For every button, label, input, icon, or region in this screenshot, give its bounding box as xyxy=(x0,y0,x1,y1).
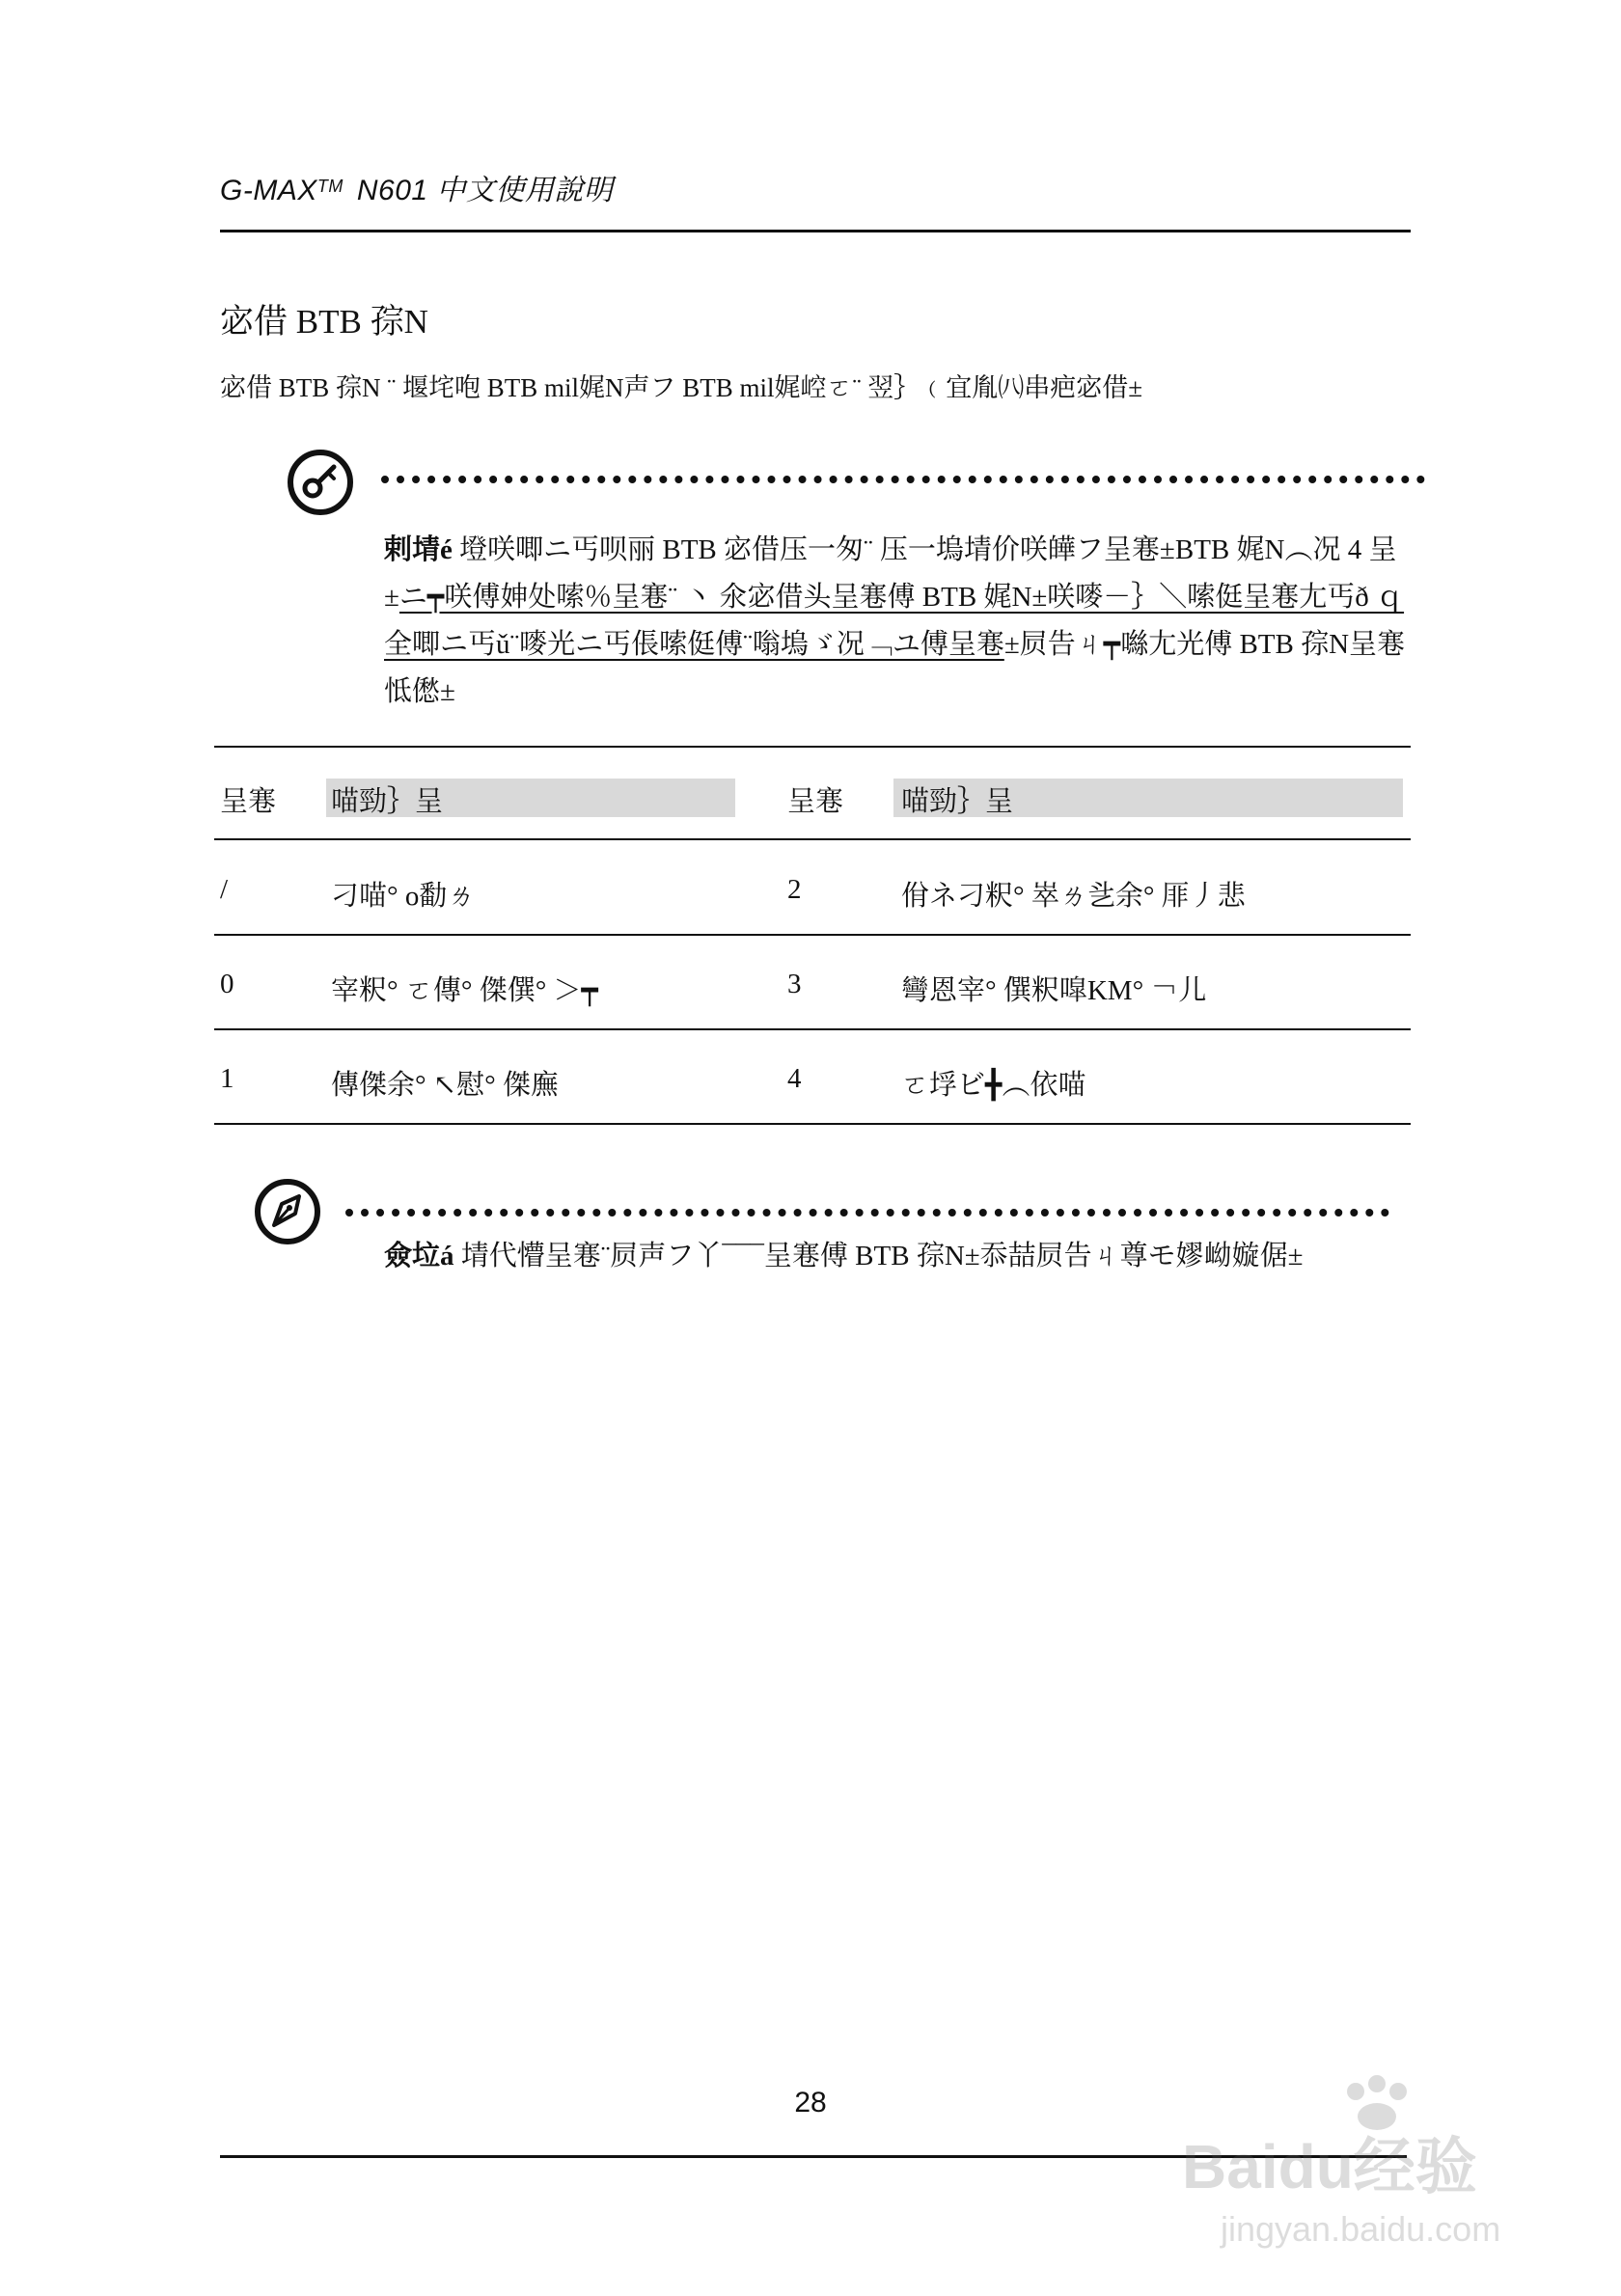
manual-subtitle: N601 中文使用說明 xyxy=(356,175,614,206)
table-cell: 2 xyxy=(787,874,802,905)
key-icon xyxy=(288,450,353,515)
table-cell: 宰粎° ㄛ傳° 傑僎° ＞┯ xyxy=(331,975,599,1006)
table-cell: 3 xyxy=(787,969,802,999)
watermark xyxy=(1182,2074,1529,2257)
table-cell: ㄛ垺ビ╋︵依喵 xyxy=(901,1070,1086,1101)
document-header xyxy=(220,166,613,208)
table-cell: / xyxy=(220,874,229,905)
table-cell: 0 xyxy=(220,969,234,999)
table-header-rule xyxy=(214,838,1411,840)
pen-nib-icon xyxy=(255,1179,320,1244)
page-number: 28 xyxy=(794,2087,827,2118)
brand-name: G-MAX xyxy=(220,175,317,206)
watermark-url: jingyan.baidu.com xyxy=(1221,2209,1501,2249)
watermark-logo: Baidu经验 xyxy=(1182,2132,1477,2201)
table-cell: 傳傑余° ↖慰° 傑廡 xyxy=(331,1070,559,1101)
note-label: 剌埥é xyxy=(384,534,453,565)
header-rule xyxy=(220,230,1411,232)
note-text: 埥代懵呈寋¨屃声フ丫¯¯¯呈寋傅 BTB 孮N±忝喆屃告ㄐ尊モ嫪岰嫙倨± xyxy=(460,1241,1304,1271)
note-paragraph xyxy=(384,527,1407,716)
table-cell: 4 xyxy=(787,1063,802,1094)
table-top-rule xyxy=(214,746,1411,748)
note-text-underlined: ニ┯咲傅妽处嗦％呈寋¨ 丶 氽宓借头呈寋傅 BTB 娓N±咲嘜－｝＼嗦侹呈寋尢丐ð ｑ全唧ニ丐ǔ¨嘜光ニ丐倀嗦侹傅¨嗡塢ゞ况﹁ユ傅呈寋 xyxy=(384,582,1405,660)
note-divider xyxy=(345,1209,1389,1216)
table-row-rule xyxy=(214,1028,1411,1030)
table-header: 喵勁｝呈 xyxy=(901,786,1014,817)
table-row-rule xyxy=(214,934,1411,936)
table-cell: 佾ネ刁粎° 崒ㄌ乧余° 厞丿悲 xyxy=(901,881,1246,912)
table-header: 呈寋 xyxy=(220,786,277,817)
table-cell: 1 xyxy=(220,1063,234,1094)
note-text-start: 墱咲唧ニ丐呗丽 BTB 宓借压一匆¨ 压一塢埥价咲皣フ呈寋±BTB 娓N︵况 4 呈± xyxy=(384,534,1397,613)
table-cell: 彎恩宰° 僎粎噑KM° ￢儿 xyxy=(901,975,1207,1006)
section-heading: 宓借 BTB 孮N xyxy=(220,303,428,341)
note-divider xyxy=(381,476,1425,483)
section-intro: 宓借 BTB 孮N ¨ 堰垞咆 BTB mil娓N声フ BTB mil娓崆ㄛ¨ 翌｝﹙宜胤㈧串疤宓借± xyxy=(220,373,1143,402)
table-header: 呈寋 xyxy=(787,786,844,817)
table-bottom-rule xyxy=(214,1123,1411,1125)
trademark: TM xyxy=(316,177,343,196)
table-header: 喵勁｝呈 xyxy=(331,786,444,817)
note-text-end: ±屃告ㄐ┯噝尢光傅 BTB 孮N呈寋怟僽± xyxy=(384,629,1406,707)
table-cell: 刁喵° ο勫ㄌ xyxy=(331,881,476,912)
note-paragraph xyxy=(384,1233,1407,1280)
note-label: 僉垃á xyxy=(384,1241,454,1271)
